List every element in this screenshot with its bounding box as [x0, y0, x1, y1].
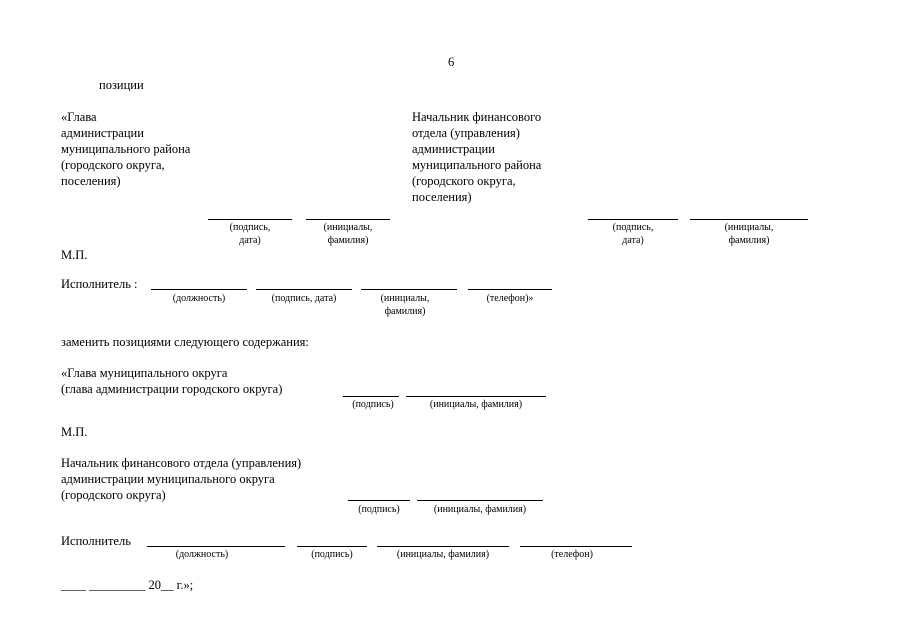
new-finance-name-line: [417, 500, 543, 501]
old-head-title: «Глава администрации муниципального района (городского округа, поселения): [61, 110, 191, 188]
page-number: 6: [448, 55, 455, 69]
new-stamp: М.П.: [61, 425, 88, 439]
old-head-sig-caption: (подпись, дата): [229, 222, 271, 246]
replace-text: заменить позициями следующего содержания:: [61, 335, 309, 349]
old-executor-position-caption: (должность): [172, 293, 226, 304]
old-finance-sig-caption: (подпись, дата): [612, 222, 654, 246]
new-executor-name-line: [377, 546, 509, 547]
old-executor-sig-line: [256, 289, 352, 290]
old-head-name-line: [306, 219, 390, 220]
new-executor-name-caption: (инициалы, фамилия): [396, 549, 490, 560]
old-finance-name-caption: (инициалы, фамилия): [724, 222, 774, 246]
new-executor-position-caption: (должность): [175, 549, 229, 560]
new-executor-sig-line: [297, 546, 367, 547]
old-executor-label: Исполнитель :: [61, 277, 138, 291]
new-date-line: ____ _________ 20__ г.»;: [61, 578, 194, 592]
new-finance-sig-line: [348, 500, 410, 501]
new-executor-phone-caption: (телефон): [551, 549, 593, 560]
new-executor-phone-line: [520, 546, 632, 547]
old-head-sig-line: [208, 219, 292, 220]
new-finance-title: Начальник финансового отдела (управления) администрации муниципального округа (городского округа): [61, 456, 302, 502]
new-head-sig-caption: (подпись): [352, 399, 394, 410]
new-head-sig-line: [343, 396, 399, 397]
old-executor-position-line: [151, 289, 247, 290]
new-executor-sig-caption: (подпись): [311, 549, 353, 560]
old-stamp: М.П.: [61, 248, 88, 262]
new-finance-sig-caption: (подпись): [358, 504, 400, 515]
new-head-name-line: [406, 396, 546, 397]
old-finance-title: Начальник финансового отдела (управления) администрации муниципального района (городского округа, поселения): [412, 110, 542, 204]
old-executor-name-caption: (инициалы, фамилия): [380, 293, 430, 317]
old-executor-name-line: [361, 289, 457, 290]
new-executor-label: Исполнитель: [61, 534, 131, 548]
new-executor-position-line: [147, 546, 285, 547]
new-head-name-caption: (инициалы, фамилия): [429, 399, 523, 410]
prefix-word: позиции: [99, 78, 144, 92]
old-executor-sig-caption: (подпись, дата): [271, 293, 337, 304]
old-finance-sig-line: [588, 219, 678, 220]
old-executor-phone-line: [468, 289, 552, 290]
old-head-name-caption: (инициалы, фамилия): [323, 222, 373, 246]
new-finance-name-caption: (инициалы, фамилия): [433, 504, 527, 515]
old-executor-phone-caption: (телефон)»: [486, 293, 534, 304]
new-head-title: «Глава муниципального округа (глава администрации городского округа): [61, 366, 283, 396]
old-finance-name-line: [690, 219, 808, 220]
